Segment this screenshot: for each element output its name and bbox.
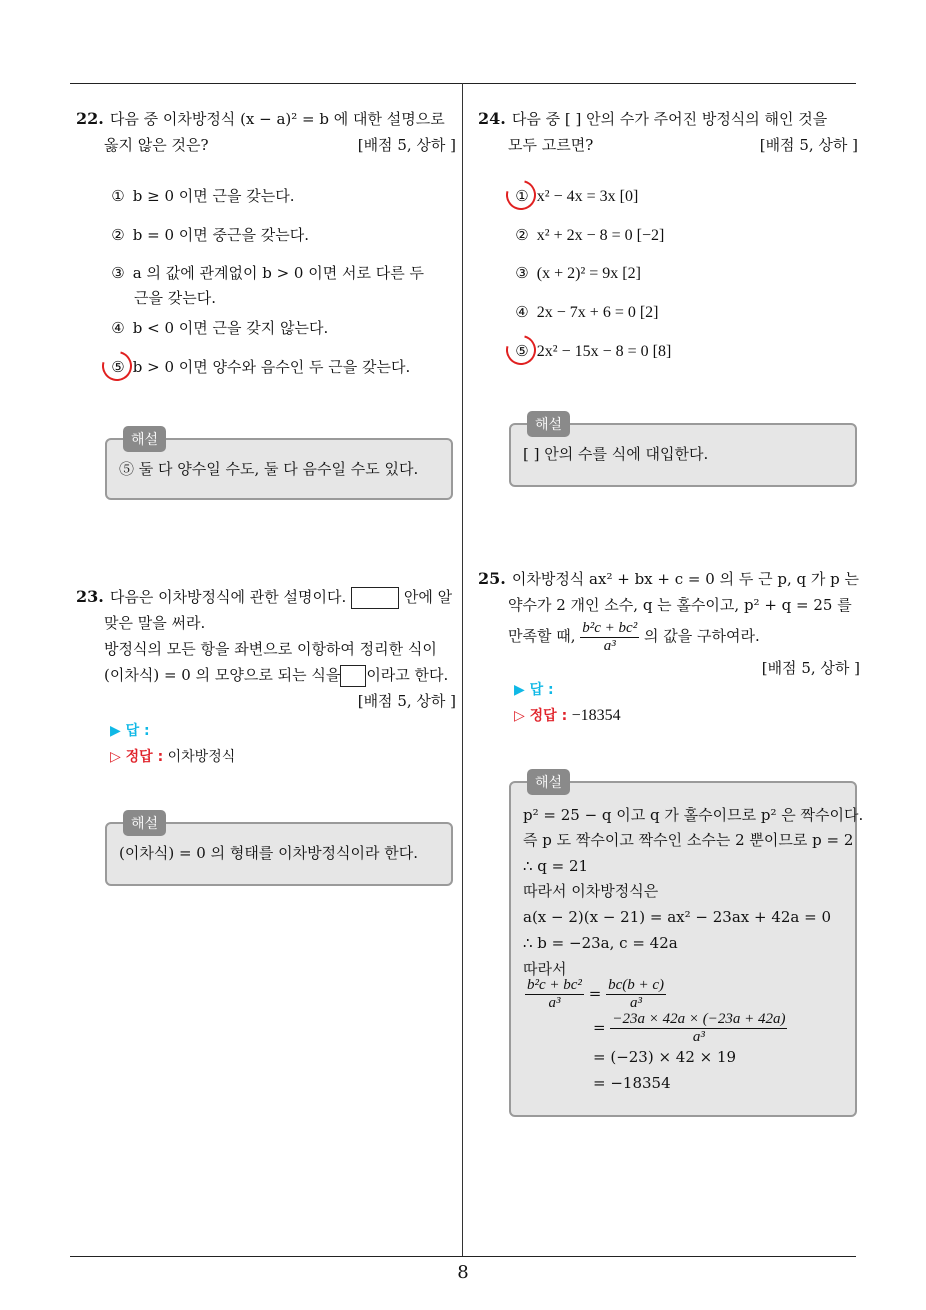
q23-text-line1a: 다음은 이차방정식에 관한 설명이다. <box>109 588 347 606</box>
q25-sol-frac-3-den: a³ <box>610 1028 787 1046</box>
q25-points: [배점 5, 상하 ] <box>761 658 860 677</box>
q24-option-1-mark: ① <box>512 184 532 208</box>
q25-solution-line-5: a(x − 2)(x − 21) = ax² − 23ax + 42a = 0 <box>523 908 832 926</box>
q25-text-line1: 이차방정식 ax² + bx + c = 0 의 두 근 p, q 가 p 는 <box>511 570 859 588</box>
q24-option-2[interactable] <box>512 223 664 248</box>
q25-solution-line-4: 따라서 이차방정식은 <box>523 882 659 900</box>
q22-option-3-cont <box>134 286 216 310</box>
q23-text-line4a: (이차식) = 0 의 모양으로 되는 식을 <box>104 666 341 684</box>
top-rule <box>70 83 856 84</box>
q25-sol-frac-1-num: b²c + bc² <box>527 977 582 993</box>
q22-option-4-mark: ④ <box>111 319 125 337</box>
q24-option-3-text: (x + 2)² = 9x [2] <box>536 265 641 282</box>
q22-option-2[interactable] <box>108 223 309 247</box>
q25-stem <box>478 566 860 681</box>
q23-stem <box>76 584 456 714</box>
q25-fraction-numerator: b²c + bc² <box>582 619 638 636</box>
q22-solution-tag: 해설 <box>123 426 166 452</box>
q23-blank-box-1 <box>351 587 399 609</box>
q23-answer-row[interactable] <box>110 718 150 744</box>
q22-option-1-text: b ≥ 0 이면 근을 갖는다. <box>132 187 295 205</box>
q23-correct-value: 이차방정식 <box>167 749 236 765</box>
q25-correct-row <box>514 703 621 729</box>
q25-solution-line-2: 즉 p 도 짝수이고 짝수인 소수는 2 뿐이므로 p = 2 <box>523 831 854 849</box>
q24-option-5-text: 2x² − 15x − 8 = 0 [8] <box>536 343 672 360</box>
q22-option-3-text: a 의 값에 관계없이 b > 0 이면 서로 다른 두 <box>132 264 424 282</box>
q25-sol-frac-3-num: −23a × 42a × (−23a + 42a) <box>612 1011 786 1027</box>
q25-solution-eq-1 <box>525 977 666 1012</box>
q23-number: 23. <box>76 587 104 606</box>
q25-sol-frac-1 <box>525 977 584 1012</box>
q22-stem <box>76 106 456 158</box>
q22-solution-text: ⑤ 둘 다 양수일 수도, 둘 다 음수일 수도 있다. <box>119 460 419 478</box>
q23-points: [배점 5, 상하 ] <box>357 692 456 710</box>
q22-option-4-text: b < 0 이면 근을 갖지 않는다. <box>132 319 329 337</box>
q25-solution-line-6: ∴ b = −23a, c = 42a <box>523 934 678 952</box>
q25-sol-frac-3 <box>610 1011 787 1046</box>
q23-text-line1b: 안에 알 <box>403 588 453 606</box>
q25-text-line3b: 의 값을 구하여라. <box>644 627 760 645</box>
q25-sol-frac-2-num: bc(b + c) <box>608 977 664 993</box>
q24-solution-text: [ ] 안의 수를 식에 대입한다. <box>523 445 709 463</box>
q24-option-1[interactable] <box>512 184 638 209</box>
q23-solution-box <box>105 816 453 886</box>
q25-correct-value: −18354 <box>571 707 621 724</box>
q23-text-line4b: 이라고 한다. <box>366 666 449 684</box>
q22-option-3-text-cont: 근을 갖는다. <box>134 289 216 307</box>
q24-solution-box <box>509 417 857 487</box>
q24-option-4[interactable] <box>512 300 659 325</box>
q24-stem <box>478 106 858 158</box>
q24-option-3-mark: ③ <box>515 264 529 282</box>
q25-answer-row[interactable] <box>514 677 554 703</box>
q25-solution-tag: 해설 <box>527 769 570 795</box>
q23-answer-label: ▶ 답 : <box>110 723 150 739</box>
q25-solution-box <box>509 775 864 1117</box>
q25-text-line3a: 만족할 때, <box>508 627 576 645</box>
q24-option-1-text: x² − 4x = 3x [0] <box>536 188 639 205</box>
q24-option-4-text: 2x − 7x + 6 = 0 [2] <box>536 304 659 321</box>
column-divider <box>462 83 463 1256</box>
q22-option-2-text: b = 0 이면 중근을 갖는다. <box>132 226 310 244</box>
q24-option-4-mark: ④ <box>515 303 529 321</box>
q25-solution-line-3: ∴ q = 21 <box>523 857 589 875</box>
q22-option-2-mark: ② <box>111 226 125 244</box>
q23-correct-row <box>110 744 235 770</box>
q25-sol-frac-2-den: a³ <box>606 994 666 1012</box>
q24-option-2-mark: ② <box>515 226 529 244</box>
q22-option-3-mark: ③ <box>111 264 125 282</box>
q24-option-2-text: x² + 2x − 8 = 0 [−2] <box>536 227 665 244</box>
q22-number: 22. <box>76 109 104 128</box>
q25-sol-frac-1-den: a³ <box>525 994 584 1012</box>
q22-points: [배점 5, 상하 ] <box>357 136 456 154</box>
q22-option-1[interactable] <box>108 184 295 208</box>
q22-text-line2: 옳지 않은 것은? <box>104 136 209 154</box>
q25-text-line2: 약수가 2 개인 소수, q 는 홀수이고, p² + q = 25 를 <box>508 596 852 614</box>
q25-solution-eq-2 <box>593 1011 787 1046</box>
q25-number: 25. <box>478 569 506 588</box>
q22-option-5-mark: ⑤ <box>108 355 128 379</box>
q24-text-line2: 모두 고르면? <box>508 136 594 154</box>
q25-correct-label: ▷ 정답 : <box>514 708 568 724</box>
bottom-rule <box>70 1256 856 1257</box>
q24-option-5[interactable] <box>512 339 671 364</box>
q23-text-line3: 방정식의 모든 항을 좌변으로 이항하여 정리한 식이 <box>104 640 437 658</box>
q22-option-4[interactable] <box>108 316 328 340</box>
page-number: 8 <box>457 1262 469 1283</box>
q24-solution-tag: 해설 <box>527 411 570 437</box>
q24-number: 24. <box>478 109 506 128</box>
q22-option-3[interactable] <box>108 261 424 285</box>
q23-blank-box-2 <box>340 665 366 687</box>
q23-solution-tag: 해설 <box>123 810 166 836</box>
q25-sol-frac-2 <box>606 977 666 1012</box>
q25-sol-equals-1: = <box>588 984 607 1003</box>
q23-text-line2: 맞은 말을 써라. <box>104 614 206 632</box>
q25-sol-equals-2: = <box>593 1018 611 1037</box>
q25-solution-eq-3: = (−23) × 42 × 19 <box>593 1048 737 1066</box>
q25-solution-line-7: 따라서 <box>523 960 567 978</box>
q24-option-3[interactable] <box>512 261 641 286</box>
q22-option-1-mark: ① <box>111 187 125 205</box>
q25-fraction <box>580 620 639 655</box>
q24-option-5-mark: ⑤ <box>512 339 532 363</box>
q24-points: [배점 5, 상하 ] <box>759 136 858 154</box>
q23-solution-text: (이차식) = 0 의 형태를 이차방정식이라 한다. <box>119 844 419 862</box>
q25-answer-label: ▶ 답 : <box>514 682 554 698</box>
q23-correct-label: ▷ 정답 : <box>110 749 164 765</box>
q25-fraction-denominator: a³ <box>580 637 639 655</box>
q25-solution-line-1: p² = 25 − q 이고 q 가 홀수이므로 p² 은 짝수이다. <box>523 806 864 824</box>
q25-solution-eq-4: = −18354 <box>593 1074 671 1092</box>
q22-solution-box <box>105 432 453 500</box>
q22-option-5[interactable] <box>108 355 410 379</box>
q24-text-line1: 다음 중 [ ] 안의 수가 주어진 방정식의 해인 것을 <box>511 110 828 128</box>
q22-option-5-text: b > 0 이면 양수와 음수인 두 근을 갖는다. <box>132 358 411 376</box>
q22-text-line1: 다음 중 이차방정식 (x − a)² = b 에 대한 설명으로 <box>109 110 445 128</box>
